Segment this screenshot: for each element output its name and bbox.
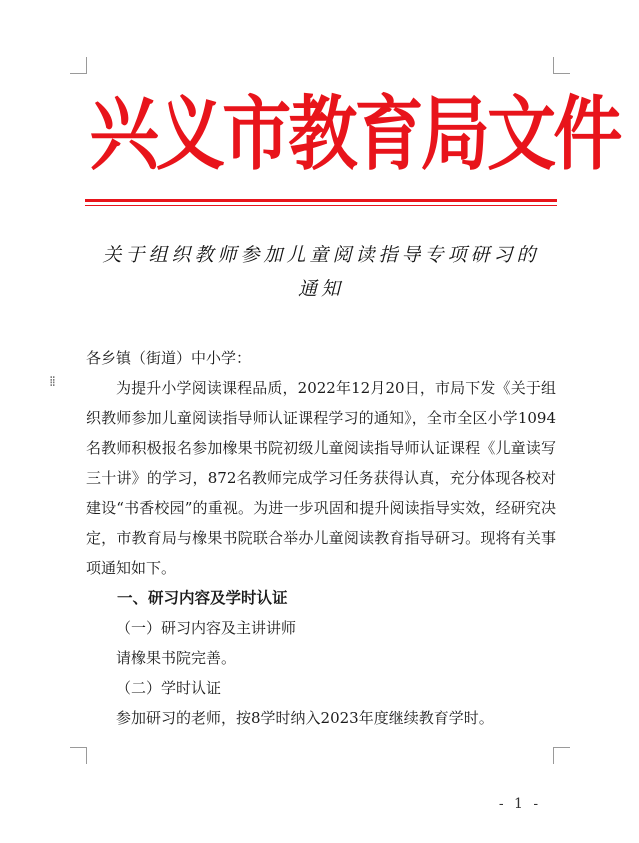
document-body <box>86 343 556 733</box>
salutation: 各乡镇（街道）中小学： <box>86 349 252 367</box>
subsection-heading-1: （一）研习内容及主讲讲师 <box>116 619 297 637</box>
section-heading-1: 一、研习内容及学时认证 <box>117 589 288 607</box>
header-red-rule-thick <box>85 199 557 202</box>
crop-mark-top-right <box>553 57 570 74</box>
crop-mark-bottom-left <box>70 747 87 764</box>
notice-title-line2: 通知 <box>297 278 344 300</box>
header-red-rule-thin <box>85 205 557 206</box>
subsection-text-1: 请橡果书院完善。 <box>116 649 237 667</box>
page-number: - 1 - <box>498 796 542 812</box>
crop-mark-bottom-right <box>553 747 570 764</box>
notice-title <box>86 238 556 306</box>
subsection-heading-2: （二）学时认证 <box>116 679 222 697</box>
subsection-text-2: 参加研习的老师，按8学时纳入2023年度继续教育学时。 <box>116 709 494 727</box>
notice-title-line1: 关于组织教师参加儿童阅读指导专项研习的 <box>102 244 540 266</box>
document-header-title: 兴义市教育局文件 <box>89 86 620 182</box>
crop-mark-top-left <box>70 57 87 74</box>
paragraph-intro: 为提升小学阅读课程品质，2022年12月20日，市局下发《关于组织教师参加儿童阅读指导师认证课程学习的通知》，全市全区小学1094名教师积极报名参加橡果书院初级儿童阅读指导师认证课程《儿童读写三十讲》的学习，872名教师完成学习任务获得认真，充分体现各校对建设“书香校园”的重视。为进一步巩固和提升阅读指导实效，经研究决定，市教育局与橡果书院联合举办儿童阅读教育指导研习。现将有关事项通知如下。 <box>86 379 556 577</box>
drag-handle-icon[interactable]: ⁞⁞ <box>49 374 54 390</box>
